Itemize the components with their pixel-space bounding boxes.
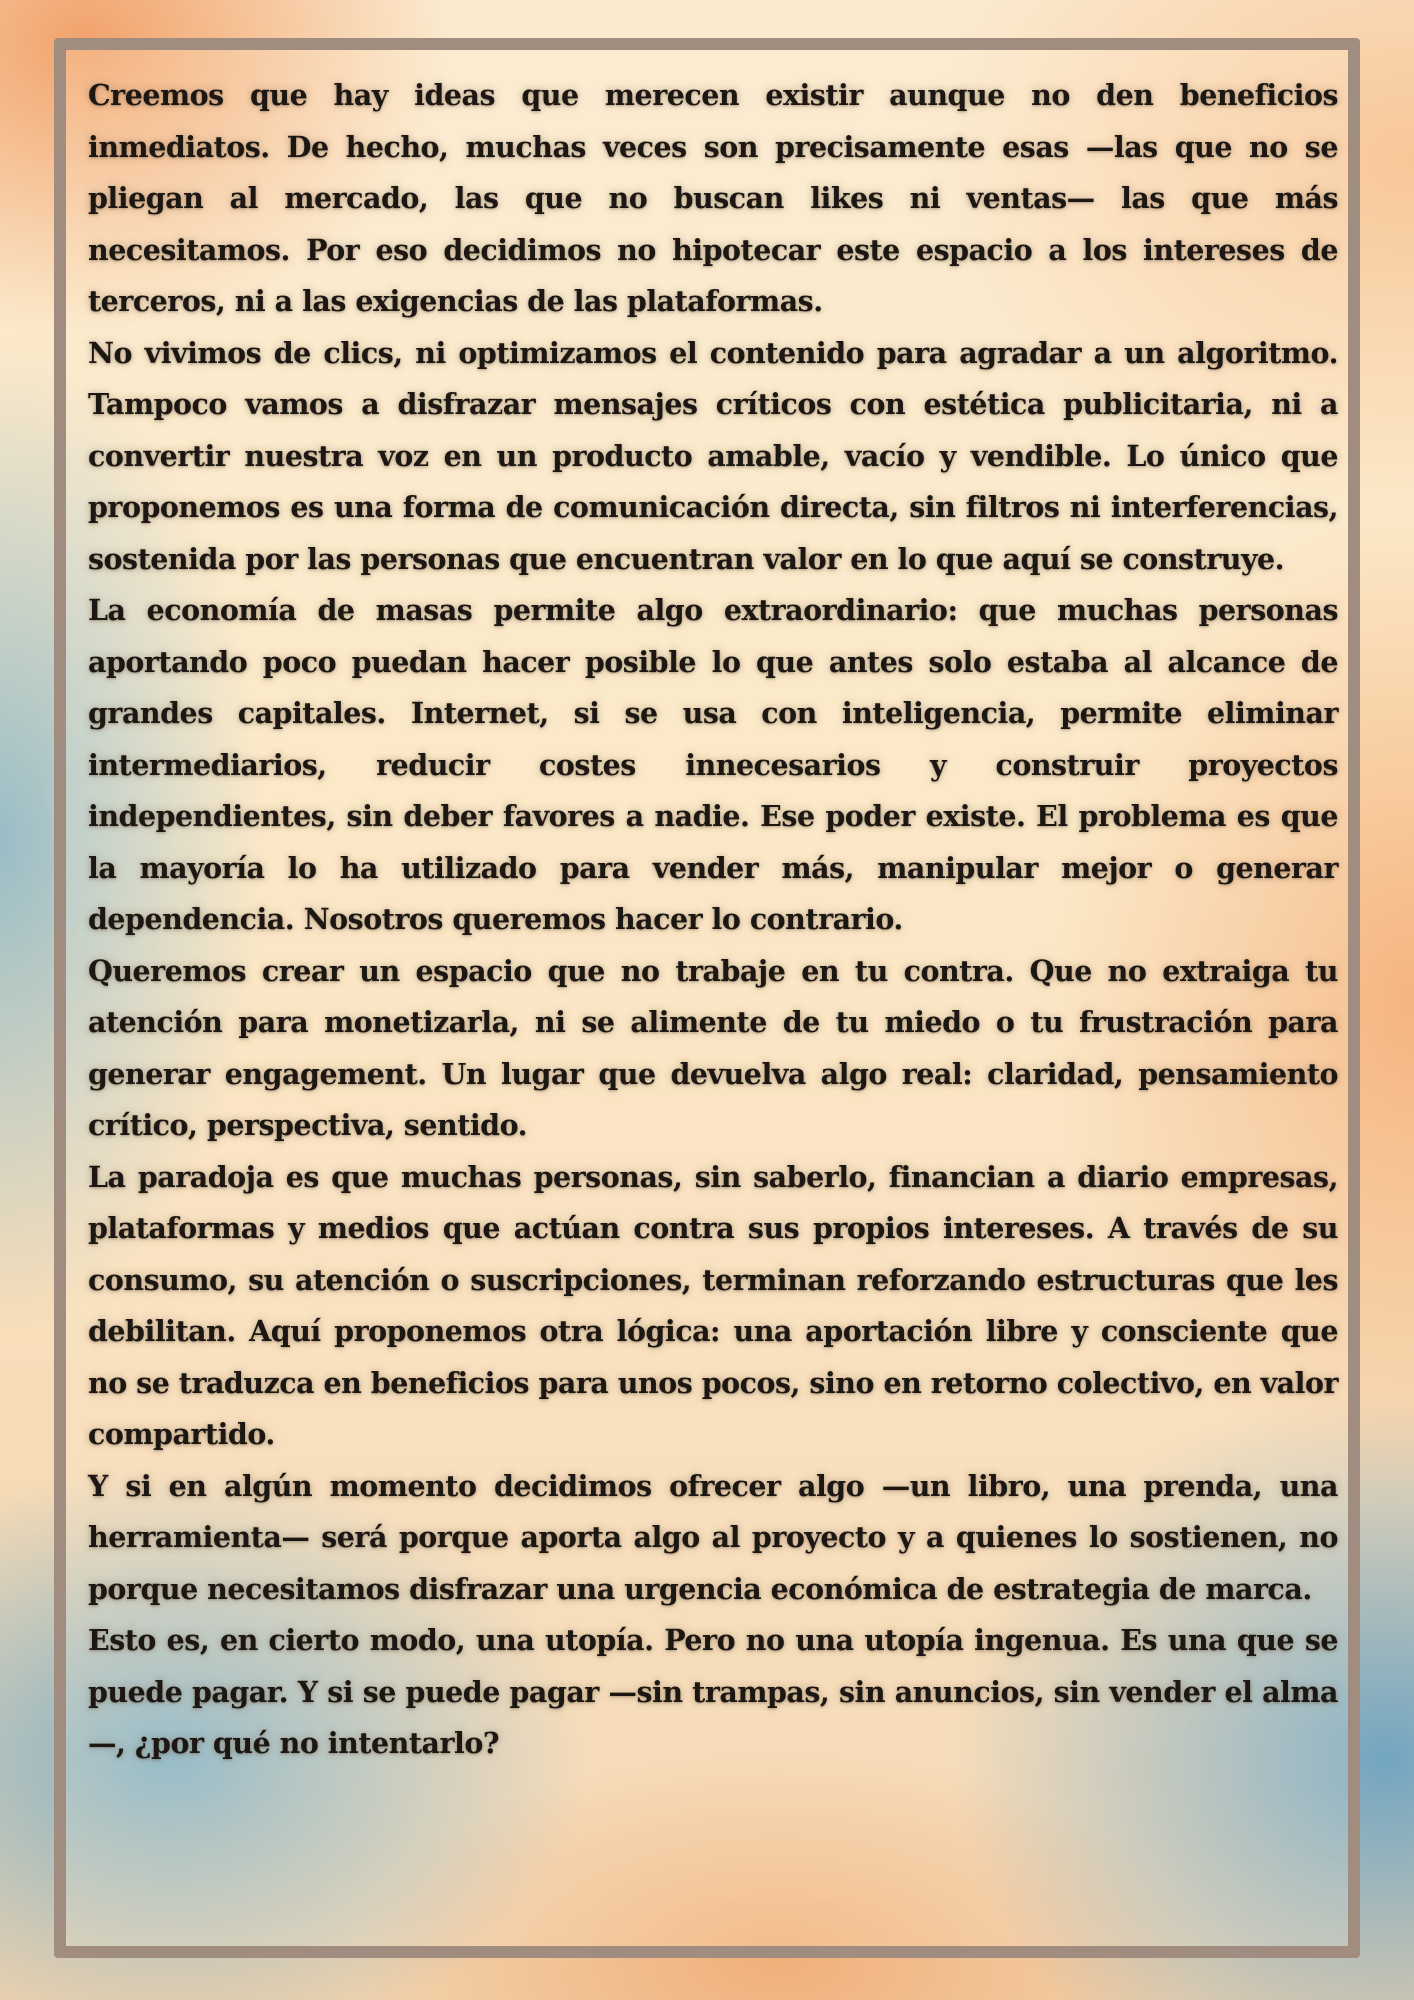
paragraph-7: Esto es, en cierto modo, una utopía. Pero no una utopía ingenua. Es una que se puede pagar. Y si se puede pagar —sin trampas, sin anuncios, sin vender el alma—, ¿por qué no intentarlo? — [88, 1623, 1338, 1760]
paragraph-6: Y si en algún momento decidimos ofrecer algo —un libro, una prenda, una herramienta— será porque aporta algo al proyecto y a quienes lo sostienen, no porque necesitamos disfrazar una urgencia económica de estrategia de marca. — [88, 1468, 1338, 1606]
paragraph-5: La paradoja es que muchas personas, sin saberlo, financian a diario empresas, plataformas y medios que actúan contra sus propios intereses. A través de su consumo, su atención o suscripciones, terminan reforzando estructuras que les debilitan. Aquí proponemos otra lógica: una aportación libre y consciente que no se traduzca en beneficios para unos pocos, sino en retorno colectivo, en valor compartido. — [88, 1159, 1338, 1451]
paragraph-1: Creemos que hay ideas que merecen existir aunque no den beneficios inmediatos. De hecho, muchas veces son precisamente esas —las que no se pliegan al mercado, las que no buscan likes ni ventas— las que más necesitamos. Por eso decidimos no hipotecar este espacio a los intereses de terceros, ni a las exigencias de las plataformas. — [88, 78, 1338, 318]
paragraph-2: No vivimos de clics, ni optimizamos el contenido para agradar a un algoritmo. Tampoco vamos a disfrazar mensajes críticos con estética publicitaria, ni a convertir nuestra voz en un producto amable, vacío y vendible. Lo único que proponemos es una forma de comunicación directa, sin filtros ni interferencias, sostenida por las personas que encuentran valor en lo que aquí se construye. — [88, 335, 1338, 576]
text-frame — [54, 38, 1360, 1958]
paragraph-3: La economía de masas permite algo extraordinario: que muchas personas aportando poco puedan hacer posible lo que antes solo estaba al alcance de grandes capitales. Internet, si se usa con inteligencia, permite eliminar intermediarios, reducir costes innecesarios y construir proyectos independientes, sin deber favores a nadie. Ese poder existe. El problema es que la mayoría lo ha utilizado para vender más, manipular mejor o generar dependencia. Nosotros queremos hacer lo contrario. — [88, 593, 1338, 936]
paragraph-4: Queremos crear un espacio que no trabaje en tu contra. Que no extraiga tu atención para monetizarla, ni se alimente de tu miedo o tu frustración para generar engagement. Un lugar que devuelva algo real: claridad, pensamiento crítico, perspectiva, sentido. — [88, 953, 1338, 1142]
body-text — [88, 70, 1338, 1770]
